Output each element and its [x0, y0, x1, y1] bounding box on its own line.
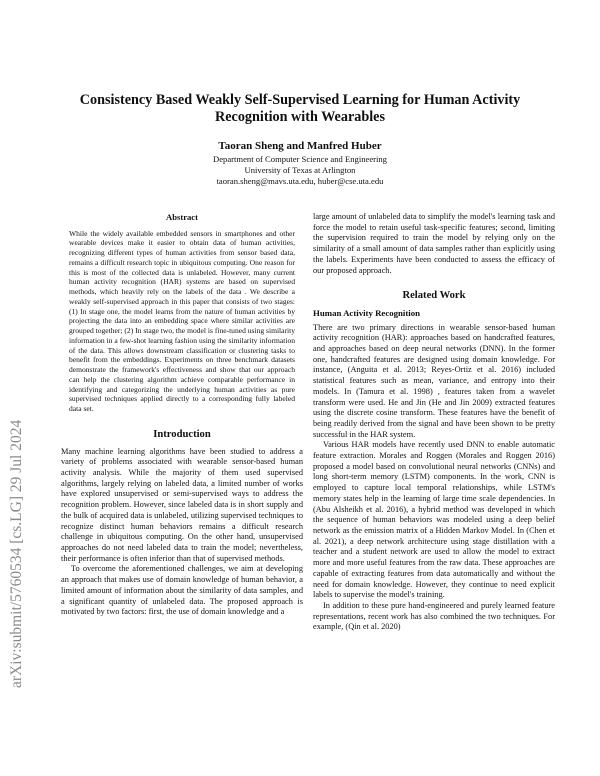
introduction-paragraph-2: To overcome the aforementioned challenges, we aim at developing an approach that makes use of domain knowledge of human behavior, a limited amount of information about the similarity of data samples, and a significant quantity of unlabeled data. The proposed approach is motivated by two factors: first, the use of domain knowledge and a — [61, 564, 303, 617]
related-work-paragraph-1: There are two primary directions in wearable sensor-based human activity recognition (HAR): approaches based on handcrafted features, and approaches based on deep neural networks (DNN). In the former one, handcrafted features are designed using domain knowledge. For instance, (Anguita et al. 2013; Reyes-Ortiz et al. 2016) included statistical features such as mean, variance, and entropy into their models. In (Tamura et al. 1998) , features taken from a wavelet transform were used. He and Jin (He and Jin 2009) extracted features using the discrete cosine transform. These features have the benefit of being readily derived from the signal and have been shown to be pretty successful in the HAR system. — [313, 322, 555, 439]
affiliation-emails: taoran.sheng@mavs.uta.edu, huber@cse.uta.edu — [216, 176, 384, 186]
arxiv-identifier-stamp: arXiv:submit/5760534 [cs.LG] 29 Jul 2024 — [8, 419, 25, 688]
right-column — [313, 212, 555, 633]
introduction-heading: Introduction — [153, 428, 211, 440]
related-work-heading: Related Work — [402, 290, 466, 302]
related-work-paragraph-3: In addition to these pure hand-engineered and purely learned feature representations, recent work has also combined the two techniques. For example, (Qin et al. 2020) — [313, 600, 555, 632]
abstract-text: While the widely available embedded sensors in smartphones and other wearable devices make it easier to obtain data of human activities, recognizing different types of human activities from sensor based data, remains a difficult research topic in ubiquitous computing. One reason for this is most of the collected data is unlabeled. However, many current human activity recognition (HAR) systems are based on supervised methods, which heavily rely on the labels of the data . We describe a weakly self-supervised approach in this paper that consists of two stages: (1) In stage one, the model learns from the nature of human activities by projecting the data into an embedding space where similar activities are grouped together; (2) In stage two, the model is fine-tuned using similarity information in a few-shot learning fashion using the similarity information of the data. This allows downstream classification or clustering tasks to benefit from the embeddings. Experiments on three benchmark datasets demonstrate the framework's effectiveness and show that our approach can help the clustering algorithm achieve comparable performance in identifying and categorizing the underlying human activities as pure supervised techniques applied directly to a corresponding fully labeled data set. — [69, 228, 295, 414]
affiliation-department: Department of Computer Science and Engineering — [213, 154, 387, 164]
introduction-paragraph-1: Many machine learning algorithms have been studied to address a variety of problems associated with wearable sensor-based human activity analysis. While the majority of them used supervised algorithms, largely relying on labeled data, a limited number of works have explored unsupervised or semi-supervised ways to address the recognition problem. However, since labeled data is in short supply and the bulk of acquired data is unlabeled, utilizing supervised techniques to recognize distinct human behaviors remains a difficult research challenge in ubiquitous computing. On the other hand, unsupervised approaches do not need labeled data to train the model; nevertheless, their performance is often inferior than that of supervised methods. — [61, 446, 303, 563]
author-affiliation — [60, 154, 540, 187]
har-subsection-heading: Human Activity Recognition — [313, 307, 421, 318]
paper-title-line-2: Recognition with Wearables — [215, 109, 385, 125]
introduction-continuation: large amount of unlabeled data to simplify the model's learning task and force the model to retain useful task-specific features; second, limiting the supervision required to train the model by relying only on the similarity of a small amount of data samples rather than explicitly using the labels. Experiments have been conducted to assess the efficacy of our proposed approach. — [313, 212, 555, 275]
left-column — [61, 212, 303, 618]
abstract-heading: Abstract — [166, 212, 198, 222]
paper-title-line-1: Consistency Based Weakly Self-Supervised Learning for Human Activity — [79, 92, 521, 108]
paper-title — [60, 92, 540, 126]
related-work-paragraph-2: Various HAR models have recently used DNN to enable automatic feature extraction. Morales and Roggen (Morales and Roggen 2016) proposed a model based on convolutional neural networks (CNNs) and long short-term memory (LSTM) components. In the work, CNN is employed to capture local temporal relationships, while LSTM's memory states help in the learning of large time scale dependencies. In (Abu Alsheikh et al. 2016), a hybrid method was developed in which the sequence of human behaviors was modeled using a deep belief network as the emission matrix of a Hidden Markov Model. In (Chen et al. 2021), a deep network architecture using stage distillation with a teacher and a student network are used to allow the model to extract more and more useful features from the raw data. These approaches are capable of extracting features from data automatically and without the need for domain knowledge. However, they continue to need explicit labels to supervise the model's training. — [313, 440, 555, 600]
affiliation-university: University of Texas at Arlington — [244, 165, 356, 175]
paper-authors: Taoran Sheng and Manfred Huber — [218, 140, 382, 152]
abstract-body — [61, 229, 303, 414]
